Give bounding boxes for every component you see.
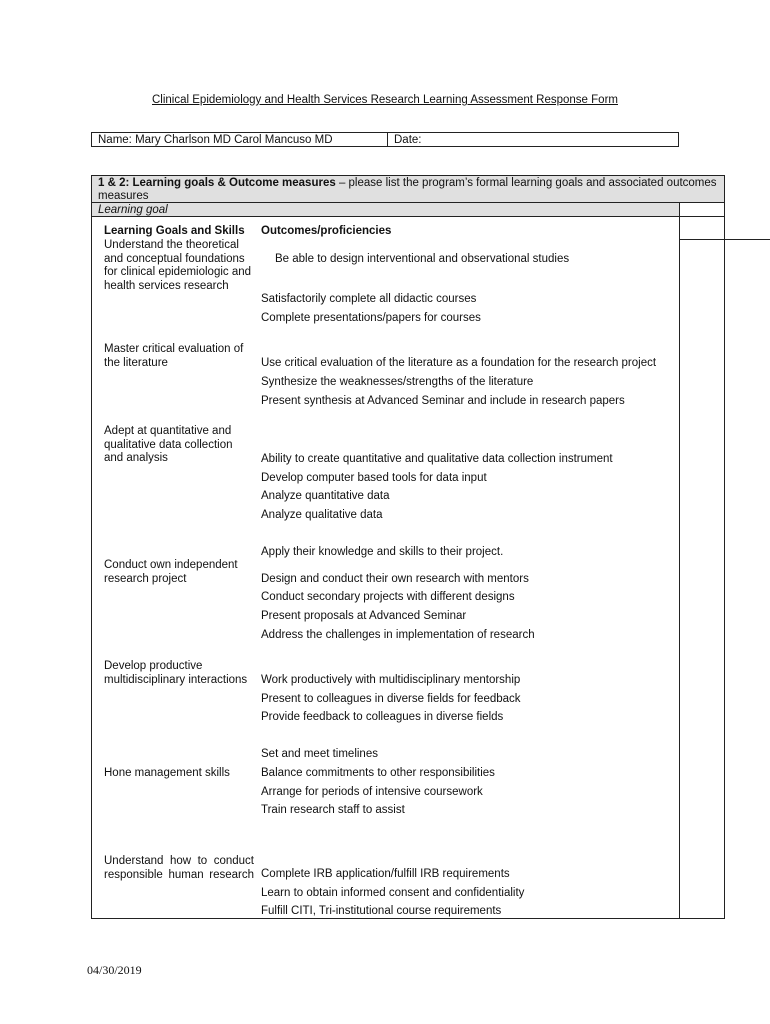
goal-item: Master critical evaluation of the literature — [104, 343, 244, 369]
outcome-item: Use critical evaluation of the literature as a foundation for the research project — [261, 357, 657, 369]
table-rule — [92, 216, 724, 217]
footer-date: 04/30/2019 — [87, 963, 142, 977]
outcome-item: Be able to design interventional and observational studies — [275, 253, 570, 265]
goal-item: Understand how to conduct responsible human research — [104, 855, 254, 881]
outcome-item: Design and conduct their own research with mentors — [261, 573, 529, 585]
outcome-item: Conduct secondary projects with different designs — [261, 591, 515, 603]
table-rule — [680, 239, 770, 240]
outcome-item: Analyze quantitative data — [261, 490, 390, 502]
outcome-item: Work productively with multidisciplinary mentorship — [261, 674, 521, 686]
goal-item: Conduct own independent research project — [104, 559, 238, 585]
outcome-item: Address the challenges in implementation of research — [261, 629, 535, 641]
form-title: Clinical Epidemiology and Health Services Research Learning Assessment Response Form — [152, 94, 618, 106]
outcome-item: Balance commitments to other responsibilities — [261, 767, 495, 779]
date-field[interactable]: Date: — [394, 134, 422, 146]
outcomes-column-header: Outcomes/proficiencies — [261, 225, 392, 237]
name-date-box — [91, 132, 679, 147]
outcome-item: Apply their knowledge and skills to their project. — [261, 546, 504, 558]
outcome-item: Ability to create quantitative and qualitative data collection instrument — [261, 453, 613, 465]
outcome-item: Complete IRB application/fulfill IRB requirements — [261, 868, 510, 880]
name-field[interactable]: Name: Mary Charlson MD Carol Mancuso MD — [98, 134, 333, 146]
outcome-item: Present synthesis at Advanced Seminar and include in research papers — [261, 395, 625, 407]
outcome-item: Set and meet timelines — [261, 748, 378, 760]
outcome-item: Analyze qualitative data — [261, 509, 383, 521]
table-column-divider — [679, 202, 680, 919]
outcome-item: Complete presentations/papers for courses — [261, 312, 481, 324]
outcome-item: Provide feedback to colleagues in diverse fields — [261, 711, 504, 723]
outcome-item: Present to colleagues in diverse fields for feedback — [261, 693, 521, 705]
outcome-item: Train research staff to assist — [261, 804, 405, 816]
section-header-rest: – please list the program’s formal learning goals and associated outcomes measures — [98, 177, 717, 202]
outcome-item: Arrange for periods of intensive coursework — [261, 786, 483, 798]
learning-goal-label: Learning goal — [98, 204, 168, 216]
name-date-divider — [387, 133, 388, 146]
outcome-item: Synthesize the weaknesses/strengths of the literature — [261, 376, 534, 388]
outcome-item: Learn to obtain informed consent and confidentiality — [261, 887, 525, 899]
goal-item: Understand the theoretical and conceptual foundations for clinical epidemiologic and health services research — [104, 239, 252, 293]
outcome-item: Present proposals at Advanced Seminar — [261, 610, 467, 622]
outcome-item: Fulfill CITI, Tri-institutional course requirements — [261, 905, 502, 917]
section-header-bold: 1 & 2: Learning goals & Outcome measures — [98, 177, 336, 189]
outcome-item: Satisfactorily complete all didactic courses — [261, 293, 477, 305]
section-header — [98, 177, 718, 203]
outcome-item: Develop computer based tools for data input — [261, 472, 487, 484]
goal-item: Adept at quantitative and qualitative data collection and analysis — [104, 425, 233, 465]
goal-item: Develop productive multidisciplinary interactions — [104, 660, 248, 686]
goal-item: Hone management skills — [104, 767, 230, 779]
goals-column-header: Learning Goals and Skills — [104, 225, 245, 237]
